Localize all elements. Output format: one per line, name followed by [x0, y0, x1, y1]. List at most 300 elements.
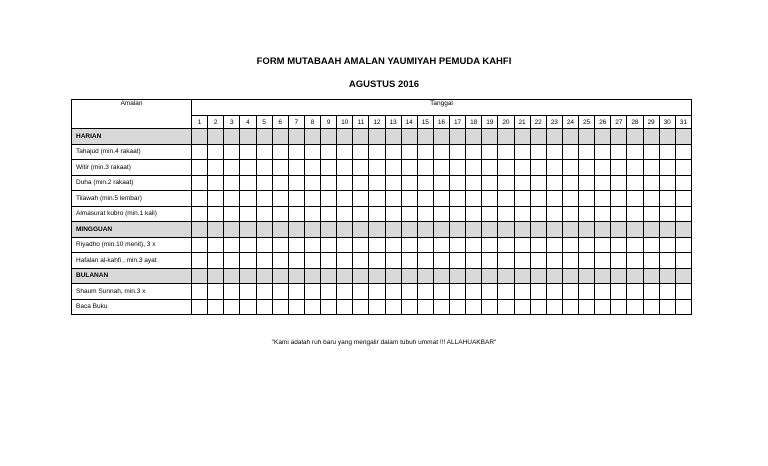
- check-cell[interactable]: [546, 160, 562, 176]
- check-cell[interactable]: [643, 237, 659, 253]
- check-cell[interactable]: [288, 191, 304, 207]
- check-cell[interactable]: [240, 206, 256, 222]
- section-cell: [369, 222, 385, 238]
- section-cell: [256, 222, 272, 238]
- day-header-cell: 13: [385, 116, 401, 129]
- check-cell[interactable]: [675, 299, 691, 315]
- day-header-cell: 20: [498, 116, 514, 129]
- check-cell[interactable]: [224, 284, 240, 300]
- check-cell[interactable]: [401, 206, 417, 222]
- check-cell[interactable]: [643, 206, 659, 222]
- section-cell: [675, 222, 691, 238]
- check-cell[interactable]: [482, 191, 498, 207]
- check-cell[interactable]: [240, 237, 256, 253]
- check-cell[interactable]: [514, 237, 530, 253]
- check-cell[interactable]: [675, 284, 691, 300]
- check-cell[interactable]: [224, 175, 240, 191]
- check-cell[interactable]: [401, 284, 417, 300]
- check-cell[interactable]: [546, 284, 562, 300]
- check-cell[interactable]: [304, 144, 320, 160]
- check-cell[interactable]: [498, 160, 514, 176]
- check-cell[interactable]: [369, 284, 385, 300]
- check-cell[interactable]: [337, 253, 353, 269]
- check-cell[interactable]: [675, 160, 691, 176]
- check-cell[interactable]: [675, 206, 691, 222]
- check-cell[interactable]: [272, 237, 288, 253]
- check-cell[interactable]: [562, 144, 578, 160]
- check-cell[interactable]: [256, 206, 272, 222]
- check-cell[interactable]: [643, 191, 659, 207]
- check-cell[interactable]: [659, 253, 675, 269]
- check-cell[interactable]: [659, 206, 675, 222]
- check-cell[interactable]: [546, 206, 562, 222]
- section-cell: [482, 268, 498, 284]
- check-cell[interactable]: [433, 160, 449, 176]
- check-cell[interactable]: [627, 284, 643, 300]
- check-cell[interactable]: [288, 160, 304, 176]
- check-cell[interactable]: [611, 299, 627, 315]
- check-cell[interactable]: [321, 299, 337, 315]
- check-cell[interactable]: [627, 191, 643, 207]
- check-cell[interactable]: [433, 284, 449, 300]
- check-cell[interactable]: [417, 253, 433, 269]
- check-cell[interactable]: [611, 206, 627, 222]
- check-cell[interactable]: [240, 253, 256, 269]
- check-cell[interactable]: [595, 284, 611, 300]
- check-cell[interactable]: [595, 253, 611, 269]
- check-cell[interactable]: [337, 206, 353, 222]
- check-cell[interactable]: [256, 160, 272, 176]
- check-cell[interactable]: [272, 253, 288, 269]
- check-cell[interactable]: [546, 175, 562, 191]
- check-cell[interactable]: [675, 144, 691, 160]
- check-cell[interactable]: [530, 206, 546, 222]
- check-cell[interactable]: [627, 206, 643, 222]
- check-cell[interactable]: [643, 253, 659, 269]
- check-cell[interactable]: [514, 206, 530, 222]
- check-cell[interactable]: [433, 206, 449, 222]
- check-cell[interactable]: [208, 299, 224, 315]
- check-cell[interactable]: [385, 144, 401, 160]
- check-cell[interactable]: [514, 299, 530, 315]
- check-cell[interactable]: [579, 253, 595, 269]
- check-cell[interactable]: [482, 299, 498, 315]
- check-cell[interactable]: [240, 299, 256, 315]
- check-cell[interactable]: [369, 160, 385, 176]
- check-cell[interactable]: [482, 160, 498, 176]
- check-cell[interactable]: [353, 299, 369, 315]
- check-cell[interactable]: [450, 299, 466, 315]
- check-cell[interactable]: [498, 253, 514, 269]
- check-cell[interactable]: [224, 191, 240, 207]
- check-cell[interactable]: [417, 191, 433, 207]
- check-cell[interactable]: [530, 191, 546, 207]
- check-cell[interactable]: [579, 284, 595, 300]
- check-cell[interactable]: [466, 237, 482, 253]
- check-cell[interactable]: [417, 284, 433, 300]
- check-cell[interactable]: [304, 175, 320, 191]
- check-cell[interactable]: [530, 253, 546, 269]
- check-cell[interactable]: [659, 237, 675, 253]
- check-cell[interactable]: [546, 253, 562, 269]
- check-cell[interactable]: [611, 144, 627, 160]
- section-cell: [530, 129, 546, 145]
- check-cell[interactable]: [659, 160, 675, 176]
- check-cell[interactable]: [208, 284, 224, 300]
- section-cell: [450, 268, 466, 284]
- check-cell[interactable]: [450, 175, 466, 191]
- check-cell[interactable]: [433, 253, 449, 269]
- check-cell[interactable]: [192, 206, 208, 222]
- check-cell[interactable]: [304, 284, 320, 300]
- check-cell[interactable]: [256, 237, 272, 253]
- check-cell[interactable]: [321, 206, 337, 222]
- check-cell[interactable]: [595, 191, 611, 207]
- check-cell[interactable]: [321, 160, 337, 176]
- check-cell[interactable]: [288, 206, 304, 222]
- check-cell[interactable]: [579, 144, 595, 160]
- check-cell[interactable]: [498, 206, 514, 222]
- check-cell[interactable]: [256, 144, 272, 160]
- check-cell[interactable]: [466, 284, 482, 300]
- check-cell[interactable]: [514, 284, 530, 300]
- check-cell[interactable]: [385, 299, 401, 315]
- check-cell[interactable]: [675, 237, 691, 253]
- check-cell[interactable]: [401, 253, 417, 269]
- check-cell[interactable]: [450, 284, 466, 300]
- check-cell[interactable]: [482, 206, 498, 222]
- check-cell[interactable]: [546, 237, 562, 253]
- check-cell[interactable]: [498, 237, 514, 253]
- check-cell[interactable]: [611, 160, 627, 176]
- section-cell: [579, 222, 595, 238]
- check-cell[interactable]: [482, 253, 498, 269]
- check-cell[interactable]: [224, 144, 240, 160]
- check-cell[interactable]: [562, 191, 578, 207]
- check-cell[interactable]: [562, 299, 578, 315]
- check-cell[interactable]: [337, 299, 353, 315]
- check-cell[interactable]: [192, 160, 208, 176]
- section-cell: [466, 268, 482, 284]
- check-cell[interactable]: [353, 144, 369, 160]
- check-cell[interactable]: [385, 237, 401, 253]
- check-cell[interactable]: [385, 175, 401, 191]
- check-cell[interactable]: [417, 144, 433, 160]
- check-cell[interactable]: [659, 191, 675, 207]
- check-cell[interactable]: [385, 160, 401, 176]
- section-cell: [433, 129, 449, 145]
- check-cell[interactable]: [530, 237, 546, 253]
- check-cell[interactable]: [272, 160, 288, 176]
- check-cell[interactable]: [562, 237, 578, 253]
- check-cell[interactable]: [466, 299, 482, 315]
- check-cell[interactable]: [417, 299, 433, 315]
- check-cell[interactable]: [288, 284, 304, 300]
- check-cell[interactable]: [450, 253, 466, 269]
- check-cell[interactable]: [562, 284, 578, 300]
- check-cell[interactable]: [385, 191, 401, 207]
- check-cell[interactable]: [272, 299, 288, 315]
- check-cell[interactable]: [466, 144, 482, 160]
- check-cell[interactable]: [659, 299, 675, 315]
- check-cell[interactable]: [337, 175, 353, 191]
- section-cell: [208, 129, 224, 145]
- check-cell[interactable]: [321, 253, 337, 269]
- check-cell[interactable]: [192, 237, 208, 253]
- check-cell[interactable]: [369, 299, 385, 315]
- check-cell[interactable]: [643, 299, 659, 315]
- amalan-label: Riyadho (min.10 menit), 3 x: [72, 237, 192, 253]
- check-cell[interactable]: [353, 206, 369, 222]
- check-cell[interactable]: [401, 191, 417, 207]
- check-cell[interactable]: [272, 191, 288, 207]
- check-cell[interactable]: [433, 299, 449, 315]
- check-cell[interactable]: [498, 191, 514, 207]
- check-cell[interactable]: [288, 175, 304, 191]
- check-cell[interactable]: [272, 206, 288, 222]
- check-cell[interactable]: [514, 160, 530, 176]
- check-cell[interactable]: [611, 237, 627, 253]
- check-cell[interactable]: [337, 160, 353, 176]
- check-cell[interactable]: [611, 191, 627, 207]
- check-cell[interactable]: [627, 175, 643, 191]
- check-cell[interactable]: [304, 191, 320, 207]
- check-cell[interactable]: [401, 160, 417, 176]
- check-cell[interactable]: [675, 191, 691, 207]
- check-cell[interactable]: [595, 175, 611, 191]
- check-cell[interactable]: [337, 284, 353, 300]
- section-cell: [546, 268, 562, 284]
- check-cell[interactable]: [595, 206, 611, 222]
- check-cell[interactable]: [659, 284, 675, 300]
- check-cell[interactable]: [337, 191, 353, 207]
- check-cell[interactable]: [450, 191, 466, 207]
- check-cell[interactable]: [627, 160, 643, 176]
- section-cell: [530, 222, 546, 238]
- check-cell[interactable]: [450, 206, 466, 222]
- check-cell[interactable]: [240, 144, 256, 160]
- check-cell[interactable]: [466, 175, 482, 191]
- check-cell[interactable]: [514, 144, 530, 160]
- check-cell[interactable]: [417, 175, 433, 191]
- section-cell: [562, 222, 578, 238]
- check-cell[interactable]: [288, 253, 304, 269]
- check-cell[interactable]: [466, 160, 482, 176]
- check-cell[interactable]: [546, 191, 562, 207]
- check-cell[interactable]: [321, 144, 337, 160]
- check-cell[interactable]: [433, 144, 449, 160]
- check-cell[interactable]: [498, 299, 514, 315]
- check-cell[interactable]: [482, 237, 498, 253]
- check-cell[interactable]: [530, 284, 546, 300]
- check-cell[interactable]: [579, 191, 595, 207]
- day-header-cell: 12: [369, 116, 385, 129]
- check-cell[interactable]: [433, 191, 449, 207]
- check-cell[interactable]: [288, 299, 304, 315]
- check-cell[interactable]: [224, 160, 240, 176]
- section-cell: [337, 222, 353, 238]
- check-cell[interactable]: [466, 191, 482, 207]
- check-cell[interactable]: [224, 237, 240, 253]
- check-cell[interactable]: [433, 175, 449, 191]
- check-cell[interactable]: [659, 175, 675, 191]
- check-cell[interactable]: [562, 206, 578, 222]
- section-row: [72, 222, 692, 238]
- check-cell[interactable]: [482, 144, 498, 160]
- check-cell[interactable]: [369, 253, 385, 269]
- check-cell[interactable]: [256, 299, 272, 315]
- check-cell[interactable]: [595, 299, 611, 315]
- check-cell[interactable]: [579, 160, 595, 176]
- check-cell[interactable]: [304, 253, 320, 269]
- check-cell[interactable]: [417, 237, 433, 253]
- check-cell[interactable]: [401, 299, 417, 315]
- section-cell: [514, 268, 530, 284]
- check-cell[interactable]: [417, 160, 433, 176]
- check-cell[interactable]: [353, 284, 369, 300]
- check-cell[interactable]: [675, 253, 691, 269]
- check-cell[interactable]: [369, 175, 385, 191]
- check-cell[interactable]: [272, 284, 288, 300]
- check-cell[interactable]: [304, 237, 320, 253]
- check-cell[interactable]: [401, 175, 417, 191]
- check-cell[interactable]: [530, 160, 546, 176]
- check-cell[interactable]: [208, 160, 224, 176]
- check-cell[interactable]: [514, 253, 530, 269]
- check-cell[interactable]: [514, 175, 530, 191]
- check-cell[interactable]: [482, 284, 498, 300]
- check-cell[interactable]: [240, 191, 256, 207]
- check-cell[interactable]: [224, 253, 240, 269]
- check-cell[interactable]: [208, 191, 224, 207]
- check-cell[interactable]: [401, 237, 417, 253]
- check-cell[interactable]: [417, 206, 433, 222]
- check-cell[interactable]: [192, 299, 208, 315]
- check-cell[interactable]: [595, 237, 611, 253]
- check-cell[interactable]: [627, 299, 643, 315]
- check-cell[interactable]: [450, 144, 466, 160]
- check-cell[interactable]: [192, 253, 208, 269]
- check-cell[interactable]: [611, 284, 627, 300]
- check-cell[interactable]: [595, 160, 611, 176]
- check-cell[interactable]: [353, 160, 369, 176]
- check-cell[interactable]: [272, 175, 288, 191]
- check-cell[interactable]: [256, 175, 272, 191]
- check-cell[interactable]: [562, 253, 578, 269]
- check-cell[interactable]: [208, 206, 224, 222]
- check-cell[interactable]: [466, 206, 482, 222]
- check-cell[interactable]: [369, 144, 385, 160]
- check-cell[interactable]: [208, 144, 224, 160]
- check-cell[interactable]: [321, 175, 337, 191]
- check-cell[interactable]: [240, 284, 256, 300]
- check-cell[interactable]: [450, 237, 466, 253]
- check-cell[interactable]: [192, 284, 208, 300]
- check-cell[interactable]: [369, 206, 385, 222]
- check-cell[interactable]: [192, 191, 208, 207]
- check-cell[interactable]: [530, 144, 546, 160]
- check-cell[interactable]: [224, 299, 240, 315]
- check-cell[interactable]: [611, 253, 627, 269]
- check-cell[interactable]: [353, 237, 369, 253]
- check-cell[interactable]: [208, 253, 224, 269]
- check-cell[interactable]: [627, 144, 643, 160]
- check-cell[interactable]: [643, 175, 659, 191]
- check-cell[interactable]: [321, 191, 337, 207]
- check-cell[interactable]: [579, 206, 595, 222]
- check-cell[interactable]: [192, 144, 208, 160]
- check-cell[interactable]: [595, 144, 611, 160]
- check-cell[interactable]: [369, 237, 385, 253]
- check-cell[interactable]: [304, 160, 320, 176]
- check-cell[interactable]: [627, 253, 643, 269]
- check-cell[interactable]: [450, 160, 466, 176]
- check-cell[interactable]: [579, 175, 595, 191]
- check-cell[interactable]: [208, 237, 224, 253]
- check-cell[interactable]: [256, 253, 272, 269]
- check-cell[interactable]: [353, 253, 369, 269]
- check-cell[interactable]: [272, 144, 288, 160]
- header-row: [72, 100, 692, 116]
- check-cell[interactable]: [466, 253, 482, 269]
- check-cell[interactable]: [288, 237, 304, 253]
- check-cell[interactable]: [224, 206, 240, 222]
- check-cell[interactable]: [304, 299, 320, 315]
- check-cell[interactable]: [643, 144, 659, 160]
- check-cell[interactable]: [562, 175, 578, 191]
- check-cell[interactable]: [579, 237, 595, 253]
- check-cell[interactable]: [498, 284, 514, 300]
- check-cell[interactable]: [546, 144, 562, 160]
- check-cell[interactable]: [401, 144, 417, 160]
- check-cell[interactable]: [353, 175, 369, 191]
- check-cell[interactable]: [288, 144, 304, 160]
- check-cell[interactable]: [321, 284, 337, 300]
- check-cell[interactable]: [240, 175, 256, 191]
- check-cell[interactable]: [530, 175, 546, 191]
- check-cell[interactable]: [659, 144, 675, 160]
- check-cell[interactable]: [385, 206, 401, 222]
- check-cell[interactable]: [369, 191, 385, 207]
- check-cell[interactable]: [256, 284, 272, 300]
- check-cell[interactable]: [627, 237, 643, 253]
- check-cell[interactable]: [482, 175, 498, 191]
- check-cell[interactable]: [675, 175, 691, 191]
- check-cell[interactable]: [208, 175, 224, 191]
- check-cell[interactable]: [192, 175, 208, 191]
- check-cell[interactable]: [546, 299, 562, 315]
- check-cell[interactable]: [530, 299, 546, 315]
- check-cell[interactable]: [240, 160, 256, 176]
- check-cell[interactable]: [498, 144, 514, 160]
- check-cell[interactable]: [353, 191, 369, 207]
- check-cell[interactable]: [385, 253, 401, 269]
- check-cell[interactable]: [643, 160, 659, 176]
- check-cell[interactable]: [321, 237, 337, 253]
- check-cell[interactable]: [385, 284, 401, 300]
- check-cell[interactable]: [337, 144, 353, 160]
- check-cell[interactable]: [611, 175, 627, 191]
- check-cell[interactable]: [562, 160, 578, 176]
- check-cell[interactable]: [433, 237, 449, 253]
- check-cell[interactable]: [337, 237, 353, 253]
- check-cell[interactable]: [256, 191, 272, 207]
- check-cell[interactable]: [304, 206, 320, 222]
- check-cell[interactable]: [579, 299, 595, 315]
- check-cell[interactable]: [643, 284, 659, 300]
- check-cell[interactable]: [514, 191, 530, 207]
- check-cell[interactable]: [498, 175, 514, 191]
